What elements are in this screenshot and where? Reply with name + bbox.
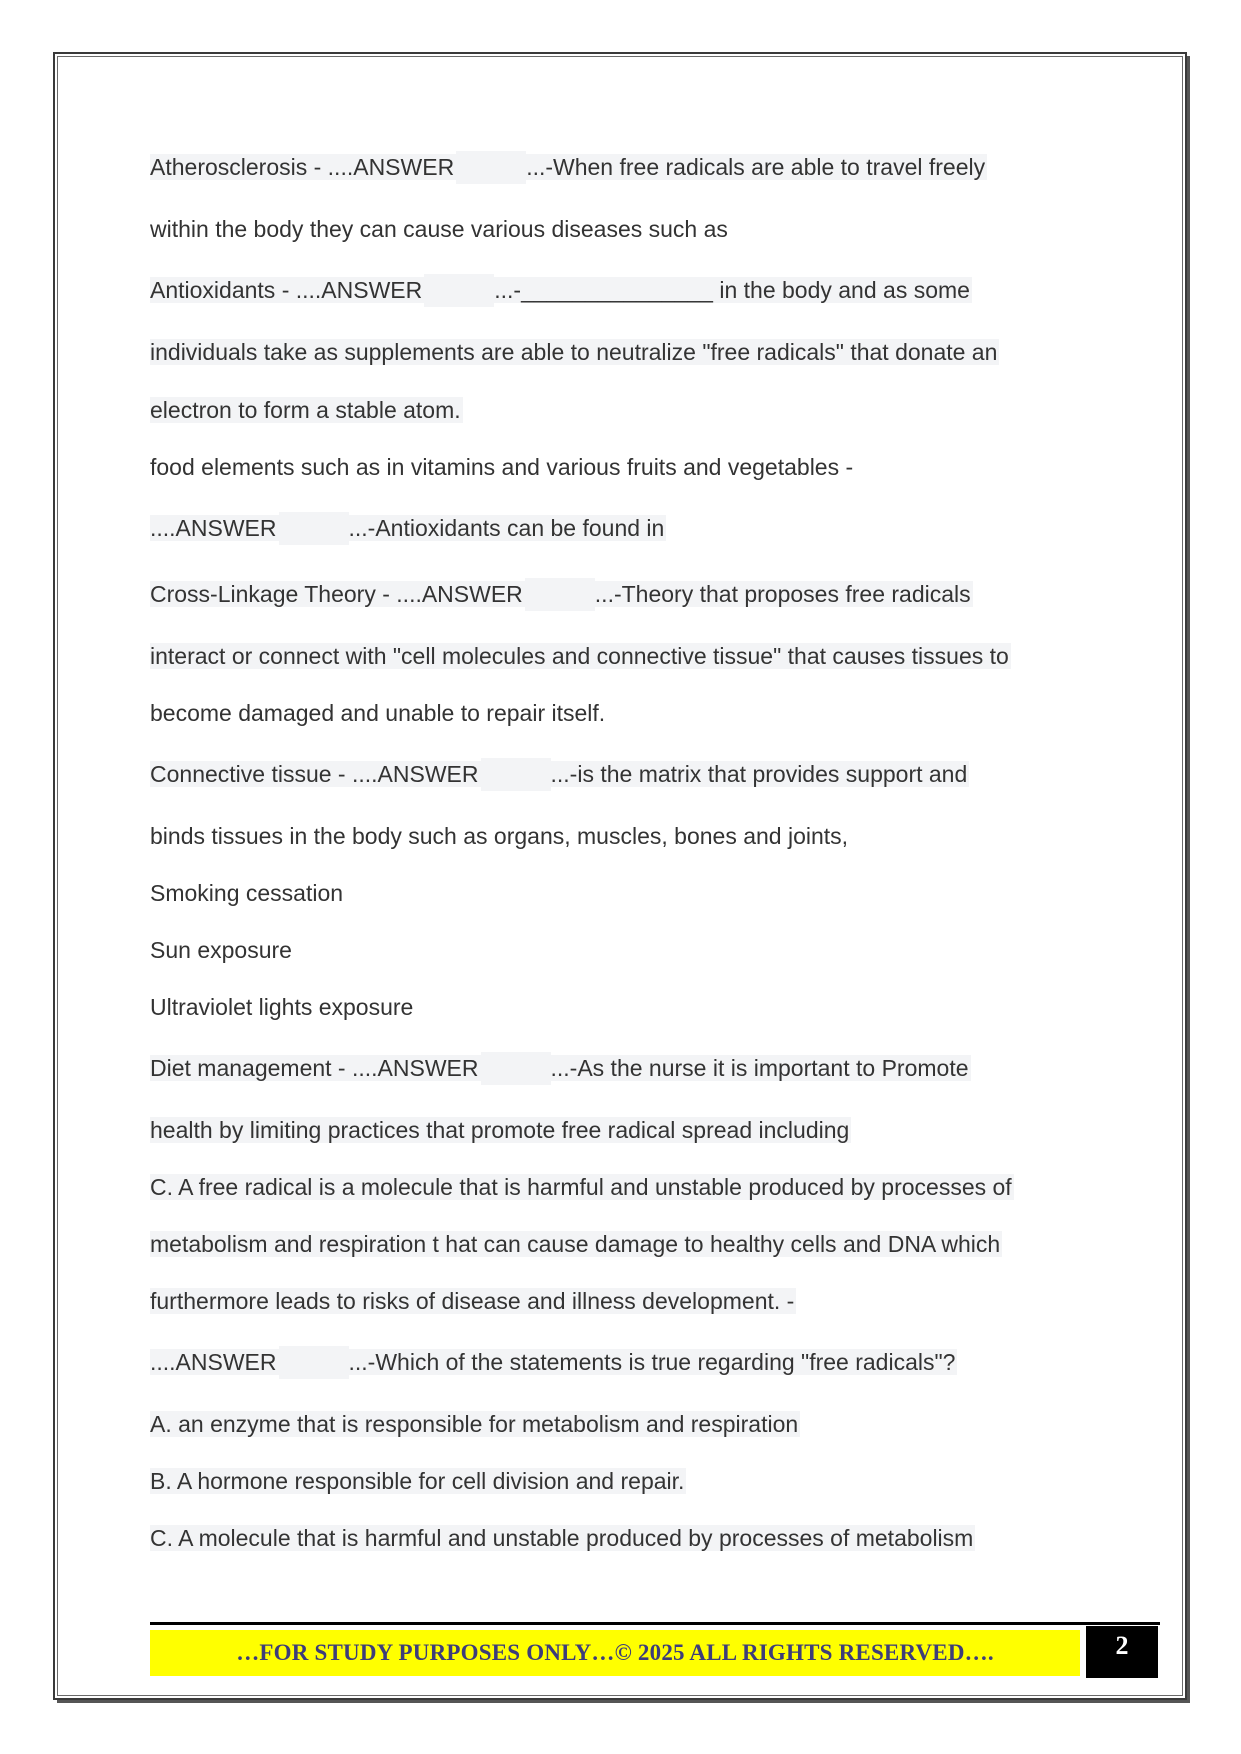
footer-divider xyxy=(150,1622,1160,1625)
page-number: 2 xyxy=(1086,1626,1158,1678)
text-line: become damaged and unable to repair itself. xyxy=(150,700,606,726)
text-line: C. A free radical is a molecule that is harmful and unstable produced by processes of xyxy=(150,1174,1012,1200)
text-line: within the body they can cause various diseases such as xyxy=(150,216,728,242)
text-line: B. A hormone responsible for cell division and repair. xyxy=(150,1468,685,1494)
text-line: food elements such as in vitamins and various fruits and vegetables - xyxy=(150,454,854,480)
text-line: Atherosclerosis - ....ANSWER ...-When free radicals are able to travel freely xyxy=(150,151,987,184)
text-line: ....ANSWER ...-Which of the statements is true regarding "free radicals"? xyxy=(150,1346,957,1379)
text-line: furthermore leads to risks of disease and illness development. - xyxy=(150,1288,795,1314)
text-line: electron to form a stable atom. xyxy=(150,397,461,423)
text-line: Connective tissue - ....ANSWER ...-is the matrix that provides support and xyxy=(150,758,969,791)
text-line: C. A molecule that is harmful and unstable produced by processes of metabolism xyxy=(150,1525,974,1551)
text-line: A. an enzyme that is responsible for metabolism and respiration xyxy=(150,1411,799,1437)
text-line: Antioxidants - ....ANSWER ...-_______________ in the body and as some xyxy=(150,274,972,307)
text-line: interact or connect with "cell molecules and connective tissue" that causes tissues to xyxy=(150,643,1009,669)
text-line: binds tissues in the body such as organs, muscles, bones and joints, xyxy=(150,823,849,849)
text-line: Diet management - ....ANSWER ...-As the nurse it is important to Promote xyxy=(150,1052,971,1085)
text-line: ....ANSWER ...-Antioxidants can be found in xyxy=(150,512,666,545)
footer-notice: …FOR STUDY PURPOSES ONLY…© 2025 ALL RIGHTS RESERVED…. xyxy=(236,1640,994,1665)
text-line: metabolism and respiration t hat can cause damage to healthy cells and DNA which xyxy=(150,1231,1001,1257)
text-line: health by limiting practices that promote free radical spread including xyxy=(150,1117,850,1143)
text-line: individuals take as supplements are able to neutralize "free radicals" that donate an xyxy=(150,339,998,365)
text-line: Smoking cessation xyxy=(150,880,344,906)
page-shadow-bottom xyxy=(57,1700,1190,1703)
footer-banner xyxy=(150,1630,1080,1676)
text-line: Sun exposure xyxy=(150,937,292,963)
text-line: Cross-Linkage Theory - ....ANSWER ...-Theory that proposes free radicals xyxy=(150,578,973,611)
text-line: Ultraviolet lights exposure xyxy=(150,994,414,1020)
page-shadow-right xyxy=(1187,56,1190,1702)
